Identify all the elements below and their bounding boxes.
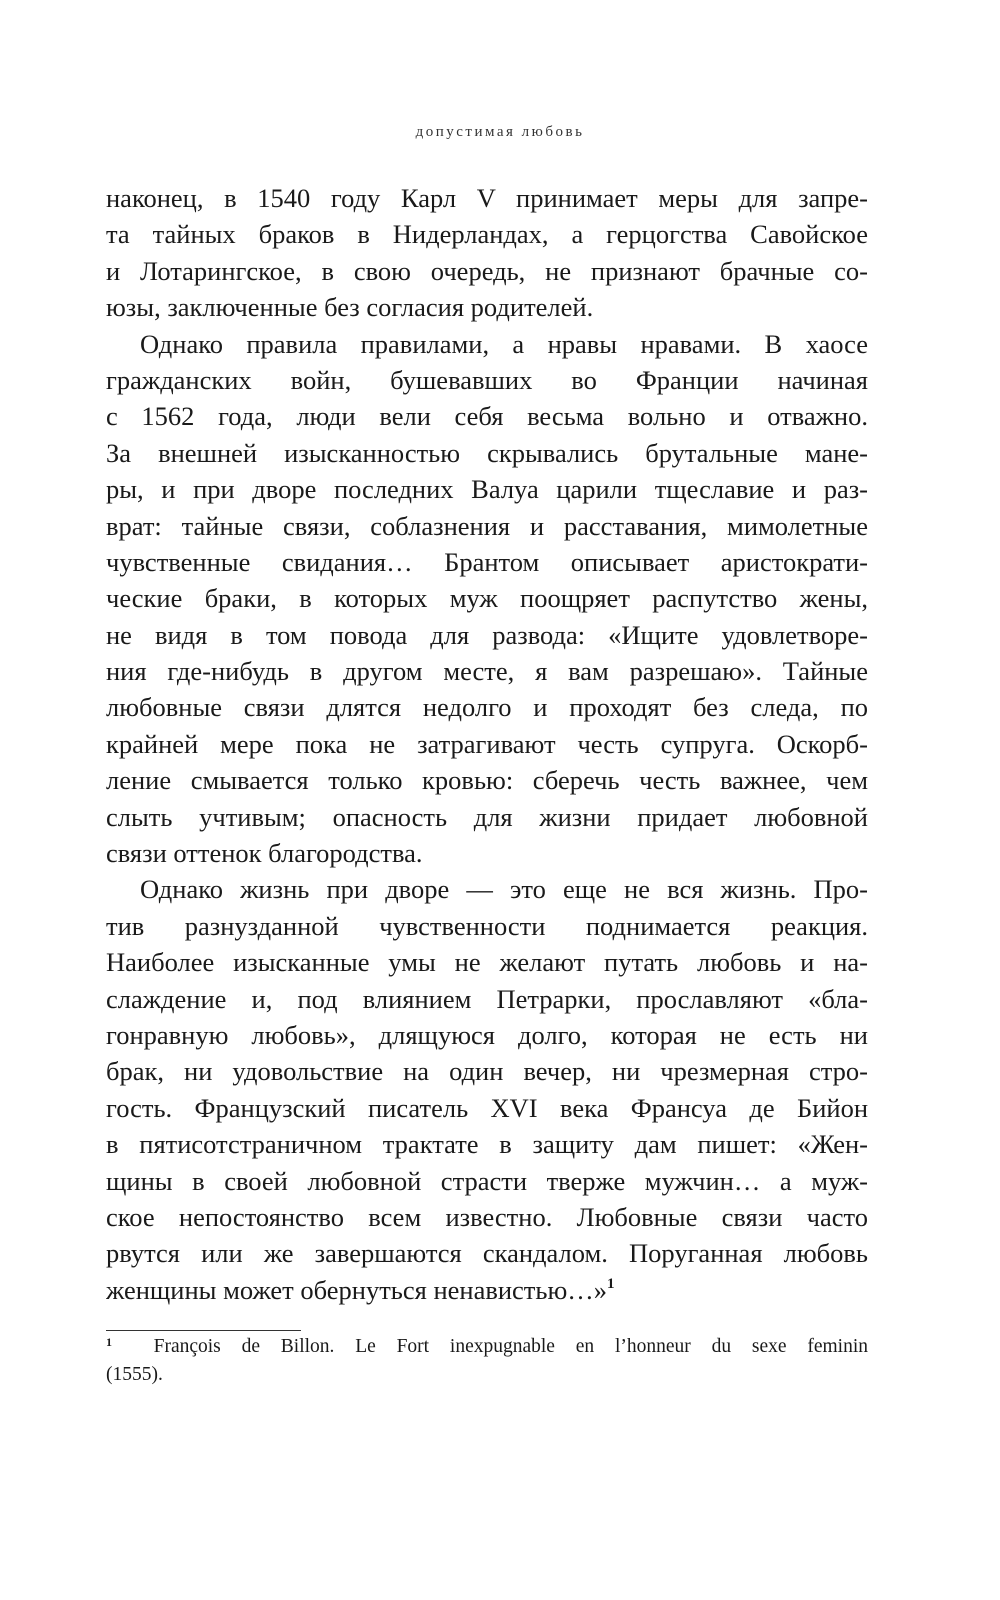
text-line: не видя в том повода для развода: «Ищите удовлетворе- [106, 619, 868, 650]
text-line: слаждение и, под влиянием Петрарки, прославляют «бла- [106, 983, 868, 1014]
running-head: допустимая любовь [415, 124, 585, 140]
footnote-line: (1555). [106, 1364, 163, 1385]
paragraph-3 [106, 871, 868, 1308]
text-line-content: женщины может обернуться ненавистью…» [106, 1274, 608, 1305]
text-line: ское непостоянство всем известно. Любовные связи часто [106, 1201, 868, 1232]
footnote-divider [106, 1330, 301, 1331]
text-line: рвутся или же завершаются скандалом. Поруганная любовь [106, 1238, 868, 1269]
footnote-marker: 1 [106, 1335, 112, 1349]
text-line: слыть учтивым; опасность для жизни придает любовной [106, 801, 868, 832]
text-line: ры, и при дворе последних Валуа царили тщеславие и раз- [106, 474, 868, 505]
text-line: Наиболее изысканные умы не желают путать любовь и на- [106, 947, 868, 978]
text-line: За внешней изысканностью скрывались брутальные мане- [106, 437, 868, 468]
text-line: тив разнузданной чувственности поднимается реакция. [106, 910, 868, 941]
body-text [106, 180, 868, 1308]
text-line: Однако правила правилами, а нравы нравами. В хаосе [140, 328, 868, 359]
text-line: юзы, заключенные без согласия родителей. [106, 292, 594, 323]
text-line: ление смывается только кровью: сберечь честь важнее, чем [106, 765, 868, 796]
text-line: та тайных браков в Нидерландах, а герцогства Савойское [106, 219, 868, 250]
paragraph-1 [106, 180, 868, 326]
footnote [106, 1333, 868, 1389]
footnote-line [106, 1333, 868, 1361]
text-line: с 1562 года, люди вели себя весьма вольно и отважно. [106, 401, 868, 432]
text-line: связи оттенок благородства. [106, 838, 423, 869]
text-line: Однако жизнь при дворе — это еще не вся жизнь. Про- [140, 874, 868, 905]
text-line: в пятисотстраничном трактате в защиту дам пишет: «Жен- [106, 1129, 868, 1160]
text-line: брак, ни удовольствие на один вечер, ни чрезмерная стро- [106, 1056, 868, 1087]
text-line: крайней мере пока не затрагивают честь супруга. Оскорб- [106, 728, 868, 759]
paragraph-2 [106, 326, 868, 872]
text-line: ческие браки, в которых муж поощряет распутство жены, [106, 583, 868, 614]
text-line: гражданских войн, бушевавших во Франции начиная [106, 364, 868, 395]
text-line: наконец, в 1540 году Карл V принимает меры для запре- [106, 183, 868, 213]
text-line-with-footnote-ref [106, 1272, 868, 1308]
text-line: гость. Французский писатель XVI века Франсуа де Бийон [106, 1092, 868, 1123]
text-line: и Лотарингское, в свою очередь, не признают брачные со- [106, 255, 868, 286]
footnote-reference[interactable]: 1 [607, 1275, 615, 1292]
text-line: щины в своей любовной страсти тверже мужчин… а муж- [106, 1165, 868, 1196]
text-line: врат: тайные связи, соблазнения и расставания, мимолетные [106, 510, 868, 541]
text-line: ния где-нибудь в другом месте, я вам разрешаю». Тайные [106, 656, 868, 687]
footnote-text: François de Billon. Le Fort inexpugnable en l’honneur du sexe feminin [153, 1336, 868, 1357]
text-line: любовные связи длятся недолго и проходят без следа, по [106, 692, 868, 723]
text-line: чувственные свидания… Брантом описывает аристократи- [106, 546, 868, 577]
text-line: гонравную любовь», длящуюся долго, которая не есть ни [106, 1019, 868, 1050]
